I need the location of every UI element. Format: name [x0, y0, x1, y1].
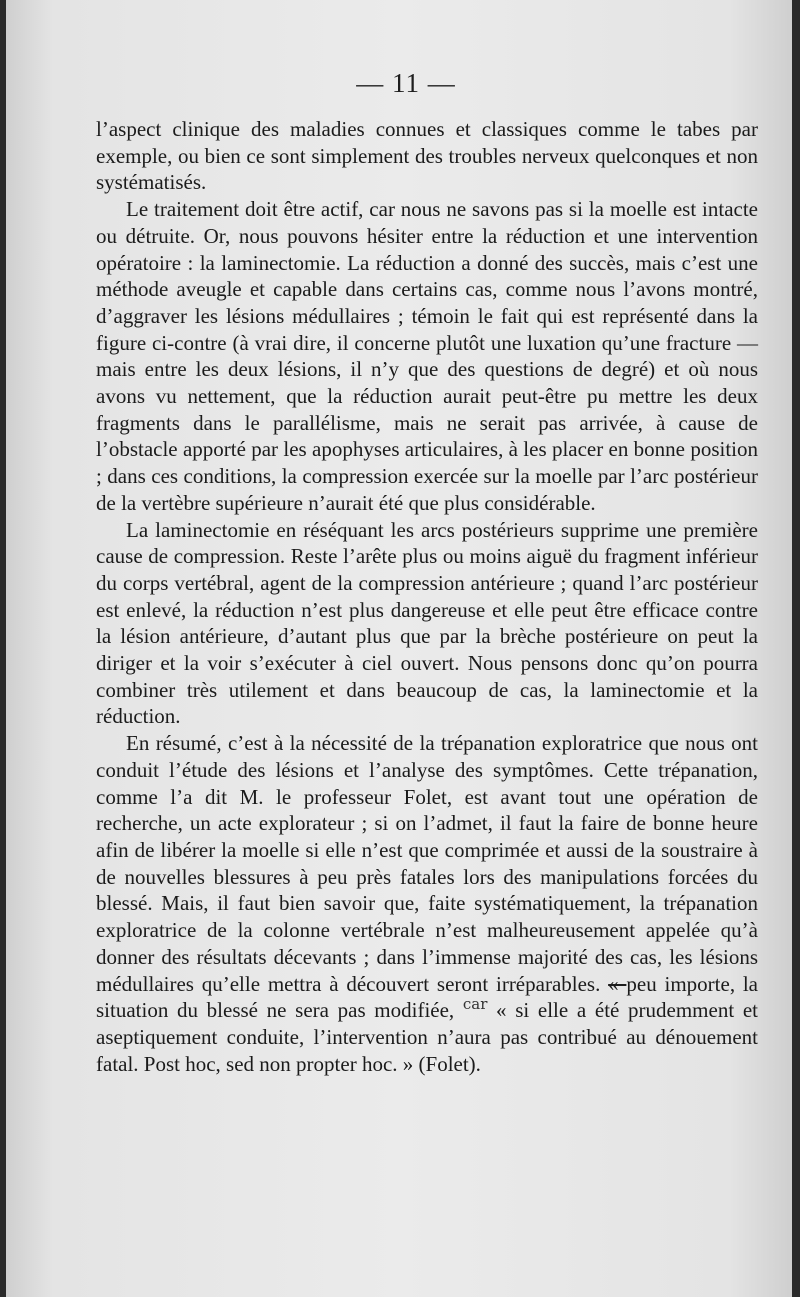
paragraph-1: l’aspect clinique des maladies connues et classiques comme le tabes par exemple, ou bien ce sont simplement des troubles nerveux quelconques et non systématisés. — [96, 117, 758, 195]
page-number: — 11 — — [356, 68, 456, 98]
struck-quote: « — [608, 971, 627, 996]
paragraph-3: La laminectomie en réséquant les arcs postérieurs supprime une première cause de compression. Reste l’arête plus ou moins aiguë du fragment inférieur du corps vertébral, agent de la compression antérieure ; quand l’arc postérieur est enlevé, la réduction n’est plus dangereuse et elle peut être efficace contre la lésion antérieure, d’autant plus que par la brèche postérieure on peut la diriger et la voir s’exécuter à ciel ouvert. Nous pensons donc qu’on pourra combiner très utilement et dans beaucoup de cas, la laminectomie et la réduction. — [96, 517, 758, 729]
body-text — [96, 116, 758, 1077]
scanned-page — [6, 0, 792, 1297]
paragraph-4-text-a: En résumé, c’est à la nécessité de la trépanation exploratrice que nous ont conduit l’étude des lésions et l’analyse des symptômes. Cette trépanation, comme l’a dit M. le professeur Folet, est avant tout une opération de recherche, un acte explorateur ; si on l’admet, il faut la faire de bonne heure afin de libérer la moelle si elle n’est que comprimée et aussi de la soustraire à de nouvelles blessures à peu près fatales lors des manipulations forcées du blessé. Mais, il faut bien savoir que, faite systématiquement, la trépanation exploratrice de la colonne vertébrale n’est malheureusement appelée qu’à donner des résultats décevants ; dans l’immense majorité des cas, les lésions médullaires qu’elle mettra à découvert seront irréparables. — [96, 731, 758, 996]
handwritten-insertion: car — [462, 995, 488, 1014]
paragraph-2: Le traitement doit être actif, car nous ne savons pas si la moelle est intacte ou détruite. Or, nous pouvons hésiter entre la réduction et une intervention opératoire : la laminectomie. La réduction a donné des succès, mais c’est une méthode aveugle et capable dans certains cas, comme nous l’avons montré, d’aggraver les lésions médullaires ; témoin le fait qui est représenté dans la figure ci-contre (à vrai dire, il concerne plutôt une luxation qu’une fracture — mais entre les deux lésions, il n’y que des questions de degré) et où nous avons vu nettement, que la réduction aurait peut-être pu mettre les deux fragments dans le parallélisme, mais ne serait pas arrivée, à cause de l’obstacle apporté par les apophyses articulaires, à les placer en bonne position ; dans ces conditions, la compression exercée sur la moelle par l’arc postérieur de la vertèbre supérieure n’aurait été que plus considérable. — [96, 197, 758, 515]
paragraph-4 — [96, 730, 758, 1077]
paragraph-4-text-b: peu importe, la situation du blessé ne sera pas modifiée, — [96, 971, 758, 1023]
paragraph-4-text-c: « si elle a été prudemment et aseptiquement conduite, l’intervention n’aura pas contribué au dénouement fatal. Post hoc, sed non propter hoc. » (Folet). — [96, 998, 758, 1076]
